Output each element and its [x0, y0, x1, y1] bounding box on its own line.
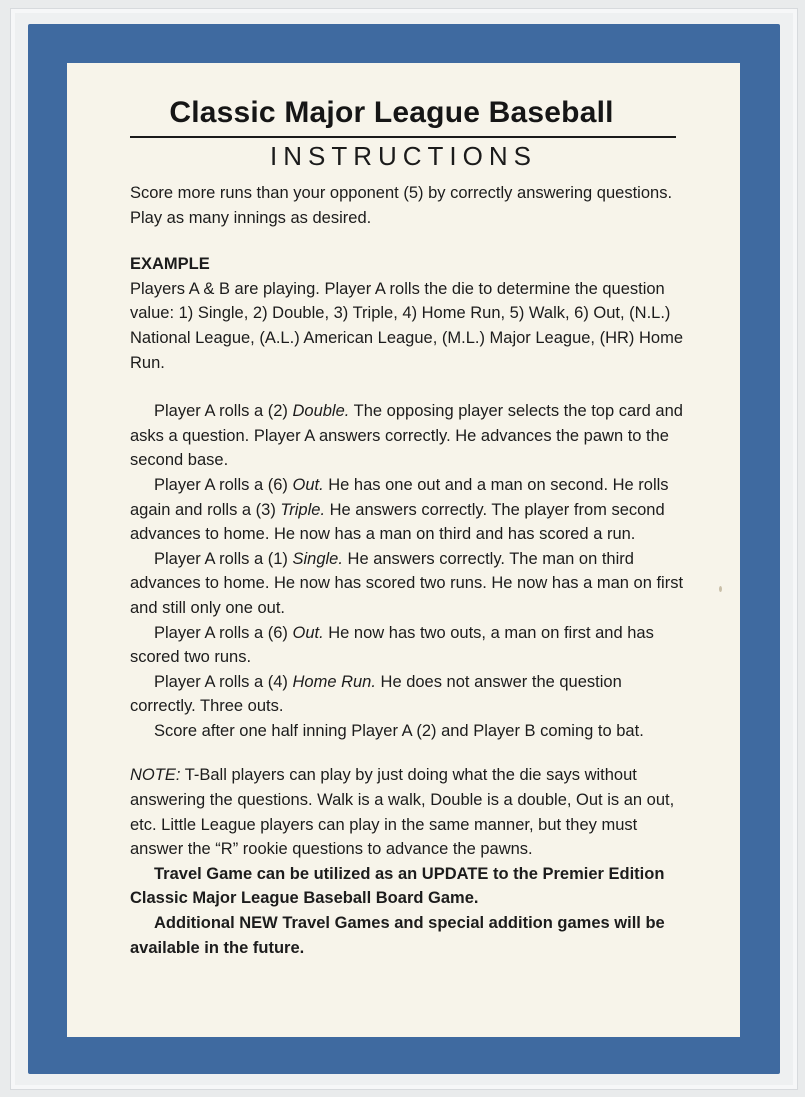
example-intro: Players A & B are playing. Player A rolls the die to determine the question value: 1) Single, 2) Double, 3) Triple, 4) Home Run, 5) Walk, 6) Out, (N.L.) National League, (A.L.) American League, (M.L.) Major League, (HR) Home Run.: [130, 279, 684, 372]
card-title: Classic Major League Baseball: [169, 96, 614, 129]
note-text: T-Ball players can play by just doing what the die says without answering the questions. Walk is a walk, Double is a double, Out is an out, etc. Little League players can play in the same manner, but they must answer the “R” rookie questions to advance the pawns.: [130, 766, 675, 859]
note-paragraph: [130, 763, 685, 861]
card-subtitle: INSTRUCTIONS: [270, 141, 537, 171]
update-paragraph: Travel Game can be utilized as an UPDATE to the Premier Edition Classic Major League Baseball Board Game.: [130, 864, 665, 908]
speck: [719, 586, 722, 592]
instructions-body: [130, 181, 685, 960]
play-paragraph: Player A rolls a (2) Double. The opposing player selects the top card and asks a question. Player A answers correctly. He advances the pawn to the second base.: [130, 402, 683, 470]
play-paragraph: Player A rolls a (1) Single. He answers correctly. The man on third advances to home. He now has scored two runs. He now has a man on first and still only one out.: [130, 549, 684, 617]
play-paragraph: Player A rolls a (4) Home Run. He does not answer the question correctly. Three outs.: [130, 672, 622, 716]
play-paragraph: Player A rolls a (6) Out. He now has two outs, a man on first and has scored two runs.: [130, 623, 654, 667]
example-heading: EXAMPLE: [130, 255, 210, 274]
future-paragraph: Additional NEW Travel Games and special addition games will be available in the future.: [130, 914, 665, 957]
title-rule: [130, 136, 676, 138]
note-label: NOTE:: [130, 766, 181, 785]
intro-paragraph: Score more runs than your opponent (5) by correctly answering questions. Play as many innings as desired.: [130, 184, 673, 227]
card-face: [67, 63, 740, 1037]
score-line: Score after one half inning Player A (2) and Player B coming to bat.: [154, 721, 644, 740]
play-paragraph: Player A rolls a (6) Out. He has one out and a man on second. He rolls again and rolls a (3) Triple. He answers correctly. The player from second advances to home. He now has a man on third and has scored a run.: [130, 475, 669, 544]
